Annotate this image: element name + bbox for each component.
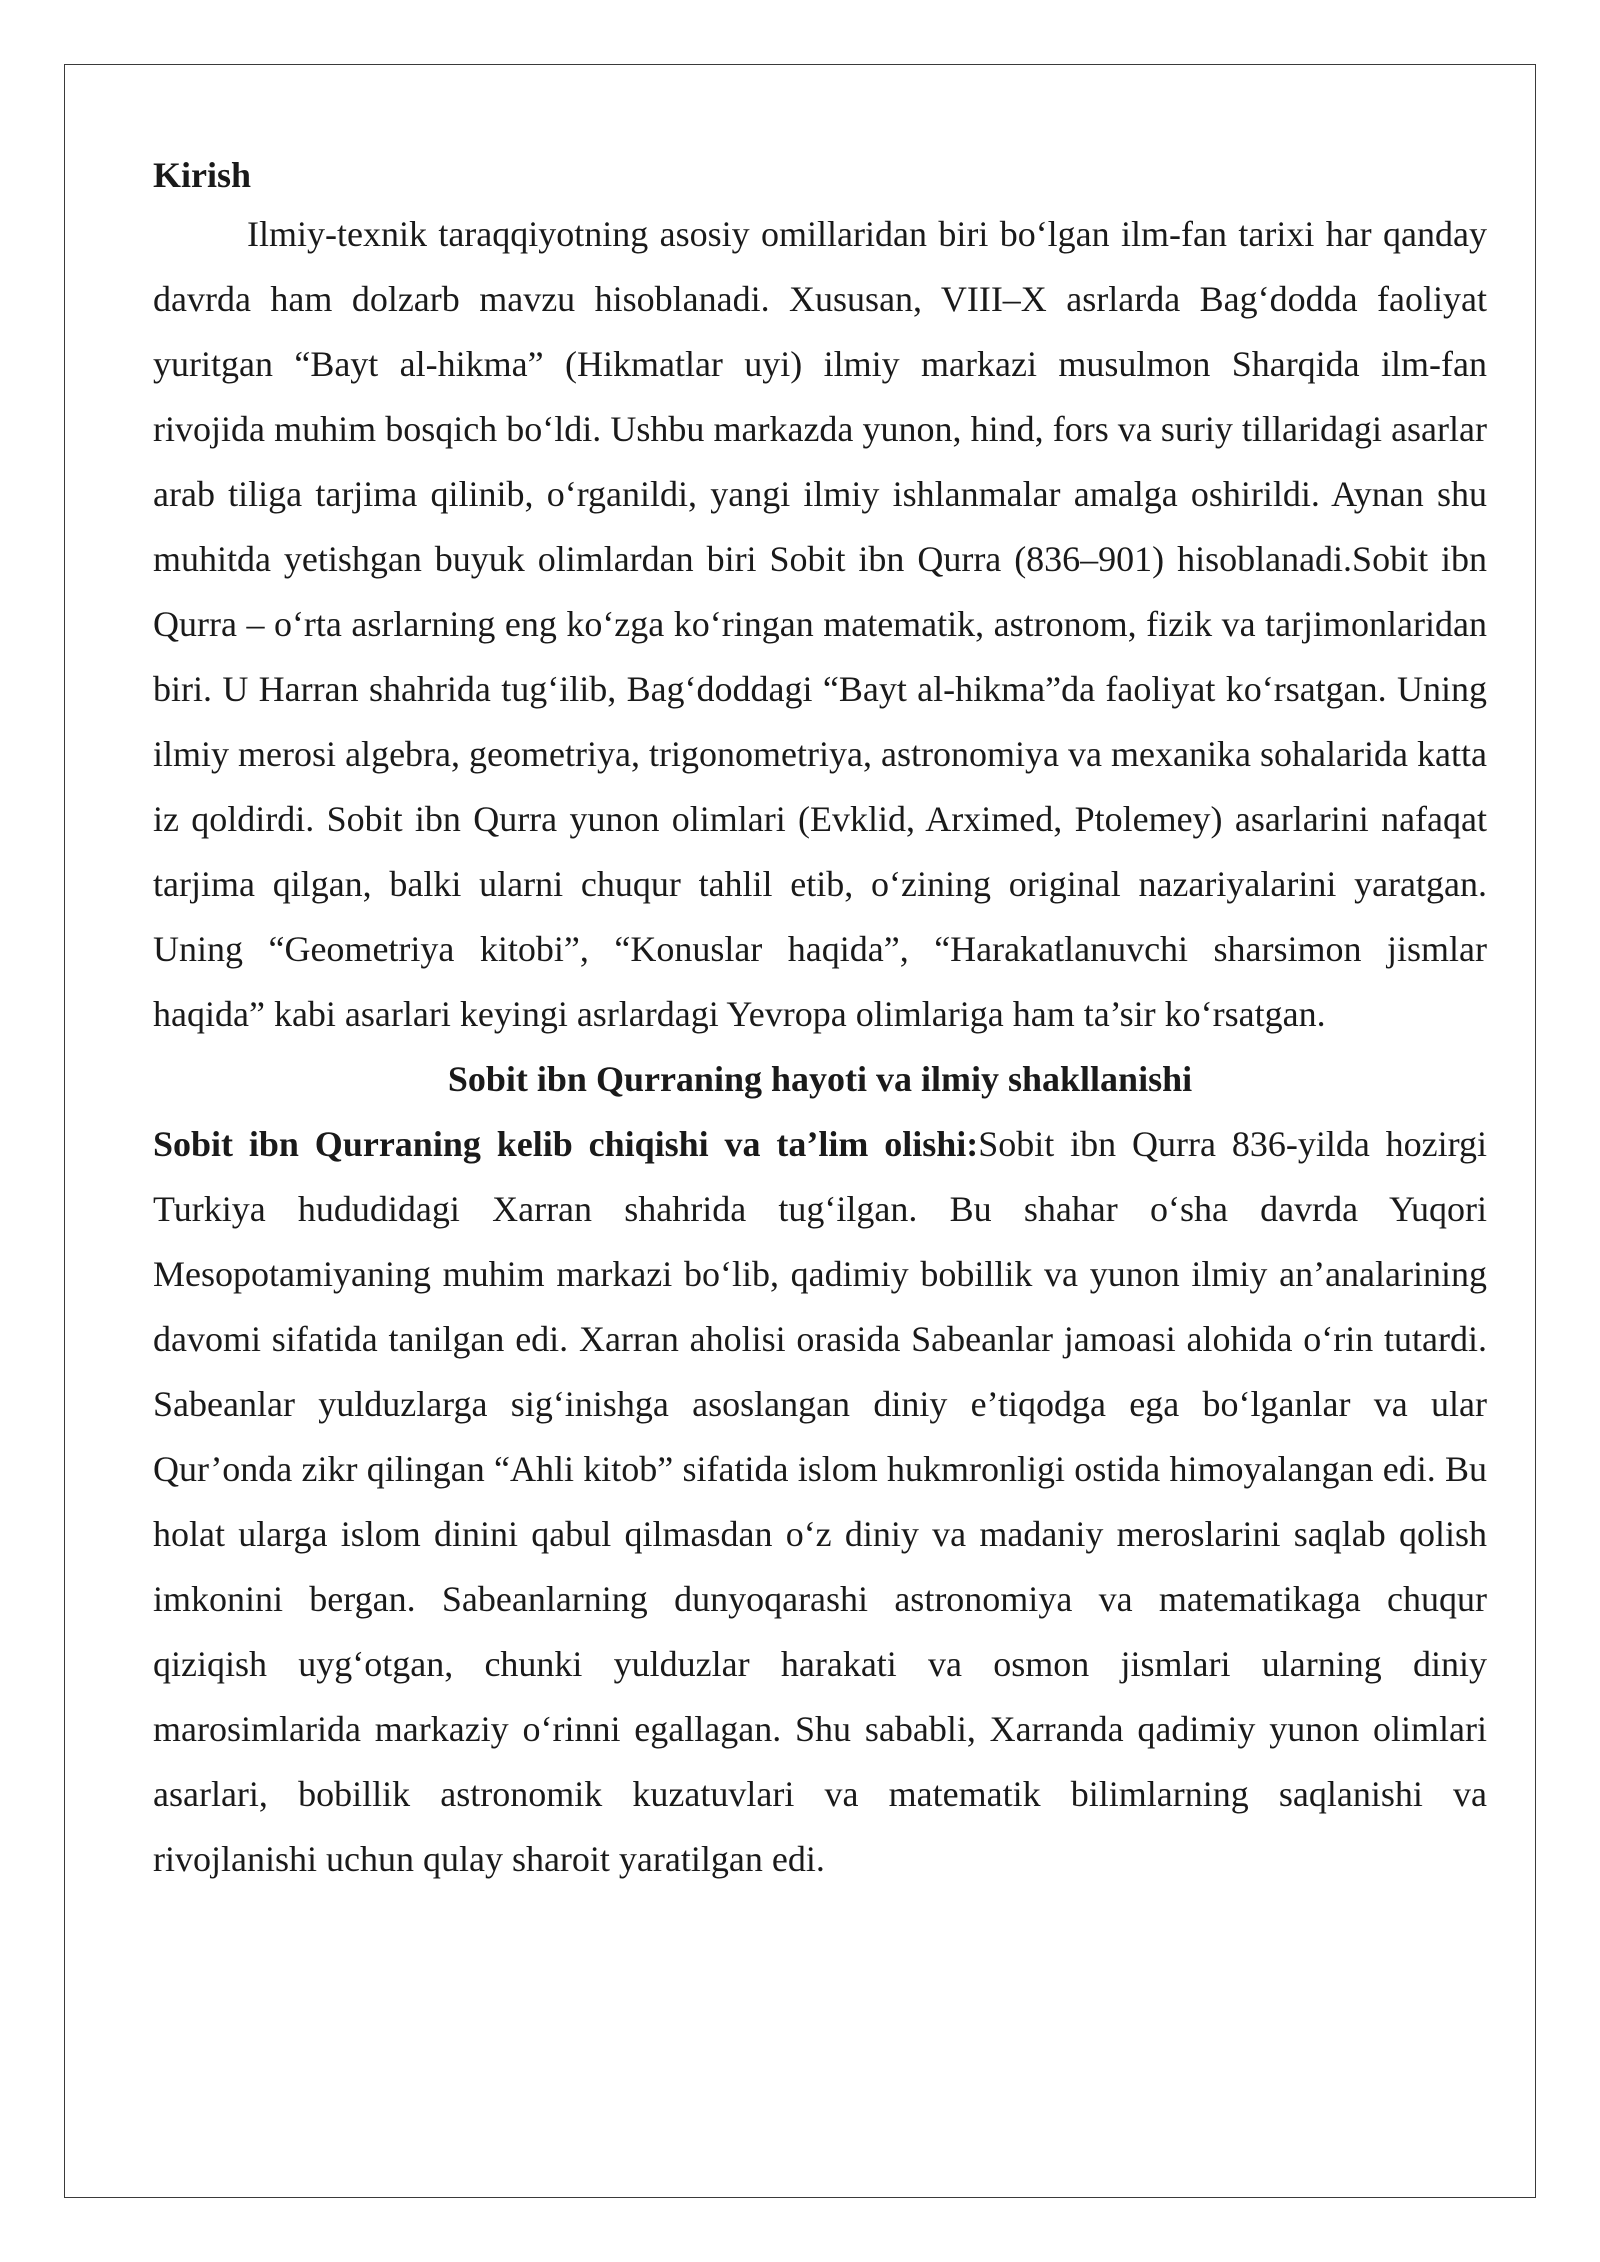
section-paragraph [153,1112,1487,1892]
section-title: Sobit ibn Qurraning hayoti va ilmiy shakllanishi [447,1059,1193,1099]
section-paragraph-text: Sobit ibn Qurra 836-yilda hozirgi Turkiya hududidagi Xarran shahrida tug‘ilgan. Bu shahar o‘sha davrda Yuqori Mesopotamiyaning muhim markazi bo‘lib, qadimiy bobillik va yunon ilmiy an’analarining davomi sifatida tanilgan edi. Xarran aholisi orasida Sabeanlar jamoasi alohida o‘rin tutardi. Sabeanlar yulduzlarga sig‘inishga asoslangan diniy e’tiqodga ega bo‘lganlar va ular Qur’onda zikr qilingan “Ahli kitob” sifatida islom hukmronligi ostida himoyalangan edi. Bu holat ularga islom dinini qabul qilmasdan o‘z diniy va madaniy meroslarini saqlab qolish imkonini bergan. Sabeanlarning dunyoqarashi astronomiya va matematikaga chuqur qiziqish uyg‘otgan, chunki yulduzlar harakati va osmon jismlari ularning diniy marosimlarida markaziy o‘rinni egallagan. Shu sababli, Xarranda qadimiy yunon olimlari asarlari, bobillik astronomik kuzatuvlari va matematik bilimlarning saqlanishi va rivojlanishi uchun qulay sharoit yaratilgan edi. [153,1124,1487,1879]
document-body [153,148,1487,1892]
intro-paragraph: Ilmiy-texnik taraqqiyotning asosiy omillaridan biri bo‘lgan ilm-fan tarixi har qanday davrda ham dolzarb mavzu hisoblanadi. Xususan, VIII–X asrlarda Bag‘dodda faoliyat yuritgan “Bayt al-hikma” (Hikmatlar uyi) ilmiy markazi musulmon Sharqida ilm-fan rivojida muhim bosqich bo‘ldi. Ushbu markazda yunon, hind, fors va suriy tillaridagi asarlar arab tiliga tarjima qilinib, o‘rganildi, yangi ilmiy ishlanmalar amalga oshirildi. Aynan shu muhitda yetishgan buyuk olimlardan biri Sobit ibn Qurra (836–901) hisoblanadi.Sobit ibn Qurra – o‘rta asrlarning eng ko‘zga ko‘ringan matematik, astronom, fizik va tarjimonlaridan biri. U Harran shahrida tug‘ilib, Bag‘doddagi “Bayt al-hikma”da faoliyat ko‘rsatgan. Uning ilmiy merosi algebra, geometriya, trigonometriya, astronomiya va mexanika sohalarida katta iz qoldirdi. Sobit ibn Qurra yunon olimlari (Evklid, Arximed, Ptolemey) asarlarini nafaqat tarjima qilgan, balki ularni chuqur tahlil etib, o‘zining original nazariyalarini yaratgan. Uning “Geometriya kitobi”, “Konuslar haqida”, “Harakatlanuvchi sharsimon jismlar haqida” kabi asarlari keyingi asrlardagi Yevropa olimlariga ham ta’sir ko‘rsatgan. [153,214,1487,1034]
section-subheading: Sobit ibn Qurraning kelib chiqishi va ta’lim olishi: [153,1124,979,1164]
intro-heading: Kirish [153,155,252,195]
